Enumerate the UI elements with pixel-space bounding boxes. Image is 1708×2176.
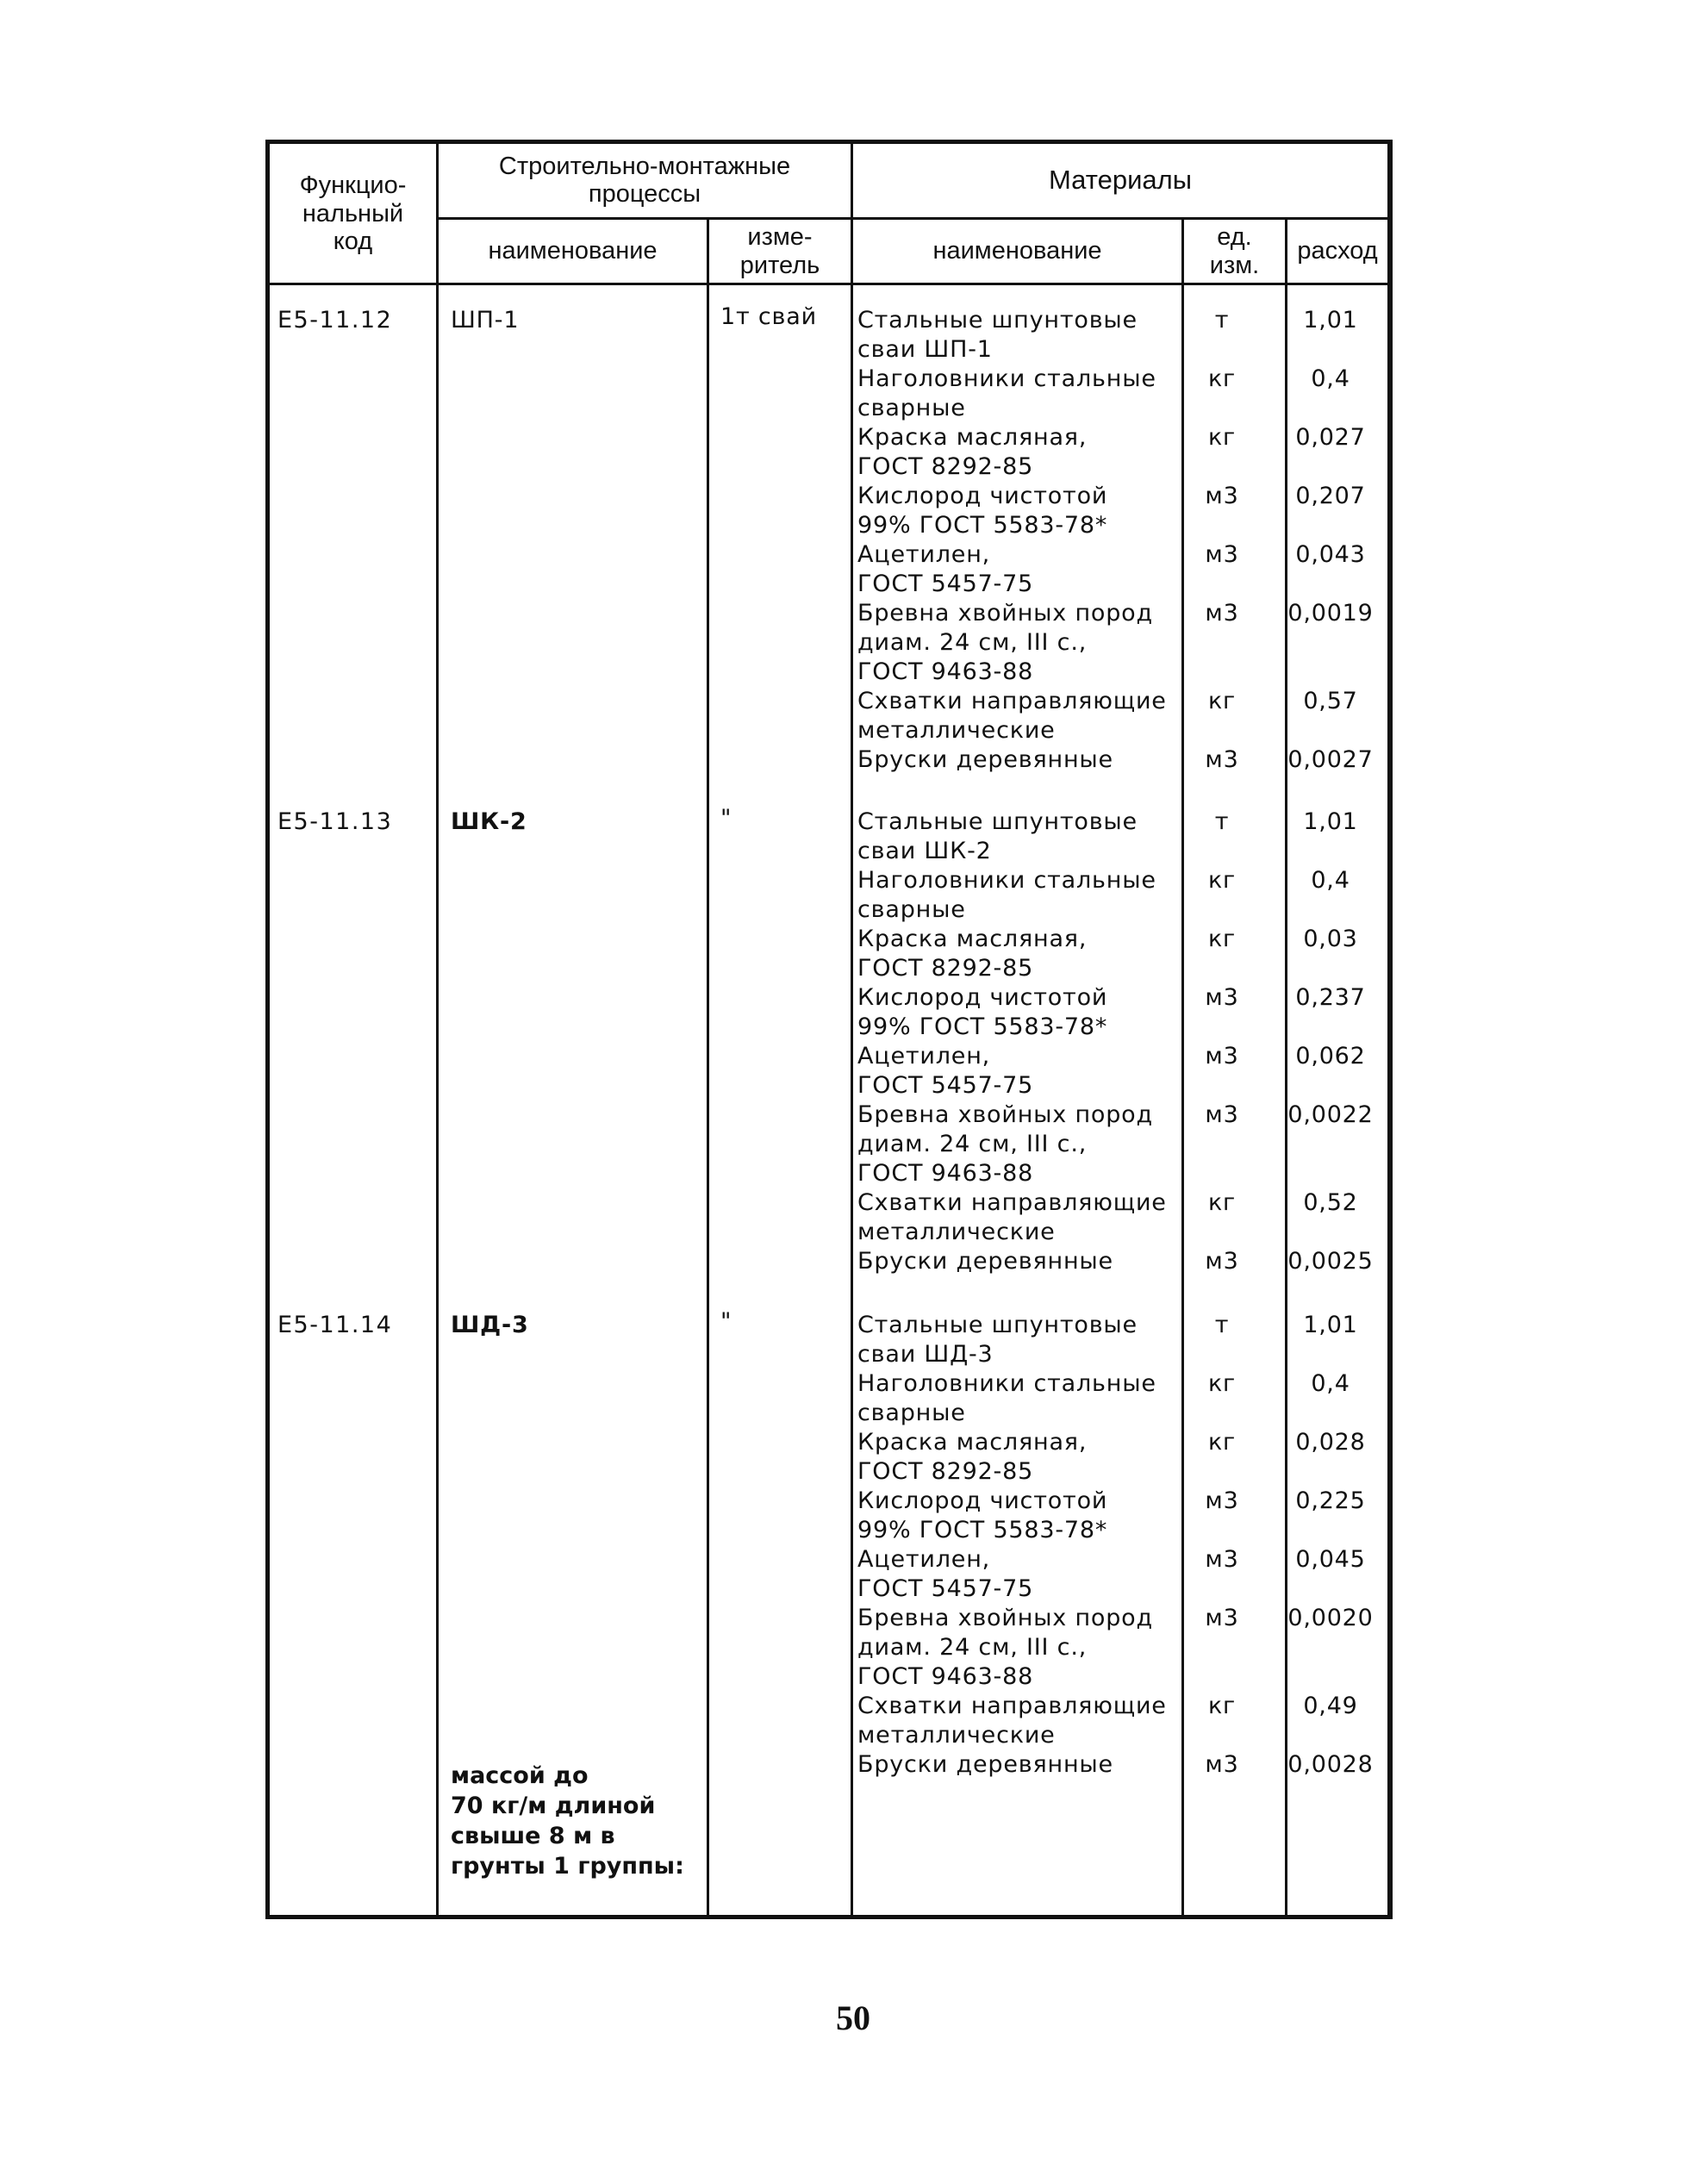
material-unit: кг [1207,688,1237,714]
material-amount: 0,0028 [1287,1751,1374,1778]
material-amount: 0,207 [1295,483,1366,509]
material-unit: т [1214,808,1230,835]
material-amount: 0,062 [1295,1043,1366,1069]
material-name: Стальные шпунтовые сваи ШП-1 [857,307,1138,363]
material-amount: 0,237 [1295,984,1366,1011]
process-name: ШД-3 [451,1312,529,1338]
divider [436,140,439,1919]
material-unit: кг [1207,1429,1237,1456]
material-name: Схватки направляющие металлические [857,1693,1167,1749]
material-name: Бруски деревянные [857,1248,1113,1275]
material-name: Краска масляная, ГОСТ 8292-85 [857,926,1088,982]
material-name: Схватки направляющие металлические [857,1189,1167,1245]
material-amount: 0,027 [1295,424,1366,451]
material-name: Кислород чистотой 99% ГОСТ 5583-78* [857,984,1108,1040]
material-name: Ацетилен, ГОСТ 5457-75 [857,1043,1034,1099]
material-unit: м3 [1205,1546,1239,1573]
material-name: Наголовники стальные сварные [857,1370,1156,1426]
material-name: Бревна хвойных пород диам. 24 см, III с., ГОСТ 9463-88 [857,600,1153,685]
col-header-code: Функцио- нальный код [299,171,407,256]
meter-value: " [720,1308,732,1335]
material-amount: 1,01 [1303,1312,1358,1338]
material-amount: 0,4 [1311,1370,1350,1397]
material-unit: м3 [1205,541,1239,568]
material-name: Наголовники стальные сварные [857,365,1156,421]
material-amount: 0,028 [1295,1429,1366,1456]
material-unit: м3 [1205,746,1239,773]
material-amount: 0,0020 [1287,1605,1374,1631]
material-name: Кислород чистотой 99% ГОСТ 5583-78* [857,483,1108,539]
material-name: Краска масляная, ГОСТ 8292-85 [857,424,1088,480]
page-number: 50 [836,1998,870,2037]
material-name: Схватки направляющие металлические [857,688,1167,744]
material-name: Ацетилен, ГОСТ 5457-75 [857,1546,1034,1602]
norms-table [265,140,1393,1919]
material-unit: м3 [1205,984,1239,1011]
material-unit: м3 [1205,600,1239,627]
material-name: Бруски деревянные [857,746,1113,773]
material-name: Наголовники стальные сварные [857,867,1156,923]
meter-value: " [720,805,732,832]
material-name: Кислород чистотой 99% ГОСТ 5583-78* [857,1487,1108,1543]
material-name: Стальные шпунтовые сваи ШК-2 [857,808,1138,864]
material-amount: 0,045 [1295,1546,1366,1573]
material-unit: м3 [1205,1751,1239,1778]
col-header-unit: ед. изм. [1209,223,1260,279]
material-amount: 0,52 [1303,1189,1358,1216]
divider [851,140,853,1919]
meter-value: 1т свай [720,303,817,330]
material-name: Бруски деревянные [857,1751,1113,1778]
material-amount: 0,225 [1295,1487,1366,1514]
functional-code: Е5-11.14 [277,1312,393,1338]
material-amount: 0,0027 [1287,746,1374,773]
material-unit: м3 [1205,483,1239,509]
material-unit: м3 [1205,1605,1239,1631]
material-unit: т [1214,307,1230,334]
divider [707,217,709,1919]
col-header-amount: расход [1297,237,1378,265]
material-amount: 1,01 [1303,307,1358,334]
material-unit: кг [1207,1370,1237,1397]
material-amount: 0,0019 [1287,600,1374,627]
material-amount: 0,4 [1311,365,1350,392]
material-amount: 1,01 [1303,808,1358,835]
material-amount: 0,49 [1303,1693,1358,1719]
material-amount: 0,0025 [1287,1248,1374,1275]
material-unit: кг [1207,365,1237,392]
material-amount: 0,4 [1311,867,1350,894]
material-unit: м3 [1205,1043,1239,1069]
col-header-process-name: наименование [488,237,658,265]
functional-code: Е5-11.13 [277,808,393,835]
material-unit: кг [1207,1189,1237,1216]
material-name: Бревна хвойных пород диам. 24 см, III с., ГОСТ 9463-88 [857,1101,1153,1187]
section-note: массой до 70 кг/м длиной свыше 8 м в грунты 1 группы: [451,1762,684,1880]
material-unit: кг [1207,424,1237,451]
process-name: ШП-1 [451,307,520,334]
material-amount: 0,0022 [1287,1101,1374,1128]
material-unit: кг [1207,1693,1237,1719]
material-name: Ацетилен, ГОСТ 5457-75 [857,541,1034,597]
material-name: Краска масляная, ГОСТ 8292-85 [857,1429,1088,1485]
material-unit: м3 [1205,1487,1239,1514]
material-name: Бревна хвойных пород диам. 24 см, III с., ГОСТ 9463-88 [857,1605,1153,1690]
col-header-meter: изме- ритель [739,223,820,279]
process-name: ШК-2 [451,808,527,835]
material-unit: т [1214,1312,1230,1338]
functional-code: Е5-11.12 [277,307,393,334]
col-header-processes: Строительно-монтажные процессы [498,152,791,208]
material-unit: м3 [1205,1248,1239,1275]
material-amount: 0,03 [1303,926,1358,952]
material-unit: кг [1207,867,1237,894]
divider [265,283,1393,285]
col-header-materials: Материалы [1049,164,1192,195]
material-amount: 0,57 [1303,688,1358,714]
material-name: Стальные шпунтовые сваи ШД-3 [857,1312,1138,1368]
material-unit: кг [1207,926,1237,952]
col-header-material-name: наименование [932,237,1102,265]
material-unit: м3 [1205,1101,1239,1128]
material-amount: 0,043 [1295,541,1366,568]
